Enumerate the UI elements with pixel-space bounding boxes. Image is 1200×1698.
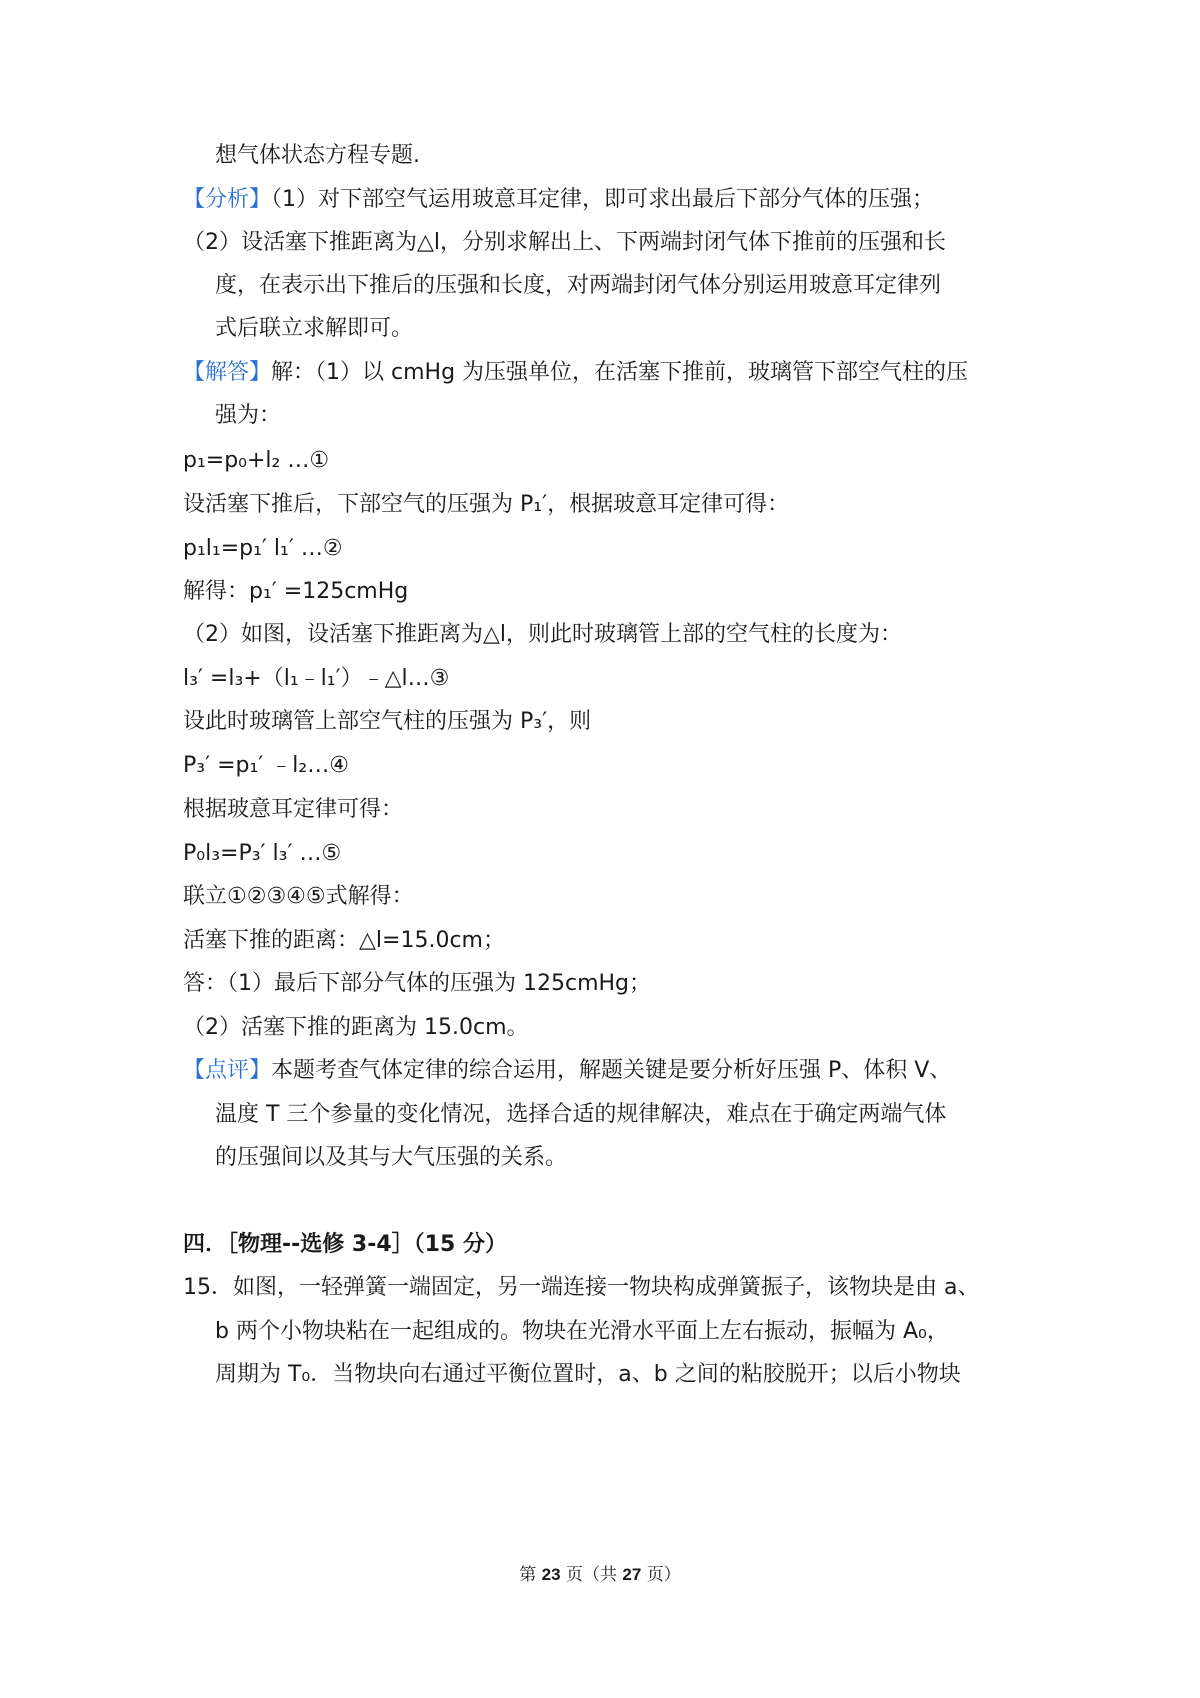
solution-line-5: （2）如图，设活塞下推距离为△l，则此时玻璃管上部的空气柱的长度为： [183, 622, 903, 647]
analysis-paragraph-2-line-1: （2）设活塞下推距离为△l，分别求解出上、下两端封闭气体下推前的压强和长 [183, 230, 947, 255]
footer-post: 页） [646, 1565, 681, 1585]
analysis-tag: 【分析】 [183, 187, 272, 212]
analysis-intro-tail: 想气体状态方程专题. [215, 143, 420, 168]
comment-text-1: 本题考查气体定律的综合运用，解题关键是要分析好压强 P、体积 V、 [271, 1058, 952, 1083]
equation-5: P₀l₃=P₃′ l₃′ …⑤ [183, 841, 342, 866]
solution-tag: 【解答】 [183, 360, 272, 385]
question-15-line-3: 周期为 T₀．当物块向右通过平衡位置时，a、b 之间的粘胶脱开；以后小物块 [215, 1362, 961, 1387]
analysis-paragraph-2-line-3: 式后联立求解即可。 [215, 316, 414, 341]
equation-4: P₃′ =p₁′ ﹣l₂…④ [183, 753, 349, 778]
solution-result-2: 活塞下推的距离：△l=15.0cm； [183, 928, 505, 953]
page-footer [0, 1560, 1200, 1585]
analysis-paragraph-2-line-2: 度，在表示出下推后的压强和长度，对两端封闭气体分别运用玻意耳定律列 [215, 273, 942, 298]
solution-line-2: 强为： [215, 403, 282, 428]
equation-3: l₃′ =l₃+（l₁﹣l₁′）﹣△l…③ [183, 666, 450, 691]
footer-pre: 第 [519, 1565, 537, 1585]
answer-line-2: （2）活塞下推的距离为 15.0cm。 [183, 1015, 529, 1040]
comment-tag: 【点评】 [183, 1058, 272, 1083]
solution-line-3: 设活塞下推后，下部空气的压强为 P₁′，根据玻意耳定律可得： [183, 492, 790, 517]
comment-line-1 [183, 1056, 951, 1086]
solution-line-7: 根据玻意耳定律可得： [183, 797, 404, 822]
current-page-number: 23 [541, 1565, 561, 1584]
question-15-line-1: 15．如图，一轻弹簧一端固定，另一端连接一物块构成弹簧振子，该物块是由 a、 [183, 1275, 980, 1300]
analysis-text-1: （1）对下部空气运用玻意耳定律，即可求出最后下部分气体的压强； [271, 187, 935, 212]
solution-line-8: 联立①②③④⑤式解得： [183, 884, 414, 909]
solution-line-1 [183, 358, 968, 388]
analysis-paragraph-1 [183, 185, 934, 215]
answer-line-1: 答：（1）最后下部分气体的压强为 125cmHg； [183, 971, 652, 996]
footer-mid: 页（共 [566, 1565, 617, 1585]
comment-line-3: 的压强间以及其与大气压强的关系。 [215, 1145, 568, 1170]
section-heading: 四．［物理--选修 3-4］（15 分） [183, 1232, 507, 1257]
total-page-number: 27 [622, 1565, 642, 1584]
comment-line-2: 温度 T 三个参量的变化情况，选择合适的规律解决，难点在于确定两端气体 [215, 1102, 947, 1127]
solution-result-1: 解得：p₁′ =125cmHg [183, 579, 409, 604]
solution-line-6: 设此时玻璃管上部空气柱的压强为 P₃′，则 [183, 709, 592, 734]
equation-2: p₁l₁=p₁′ l₁′ …② [183, 536, 343, 561]
solution-text-1: 解：（1）以 cmHg 为压强单位，在活塞下推前，玻璃管下部空气柱的压 [271, 360, 969, 385]
equation-1: p₁=p₀+l₂ …① [183, 448, 330, 473]
question-15-line-2: b 两个小物块粘在一起组成的。物块在光滑水平面上左右振动，振幅为 A₀， [215, 1319, 949, 1344]
